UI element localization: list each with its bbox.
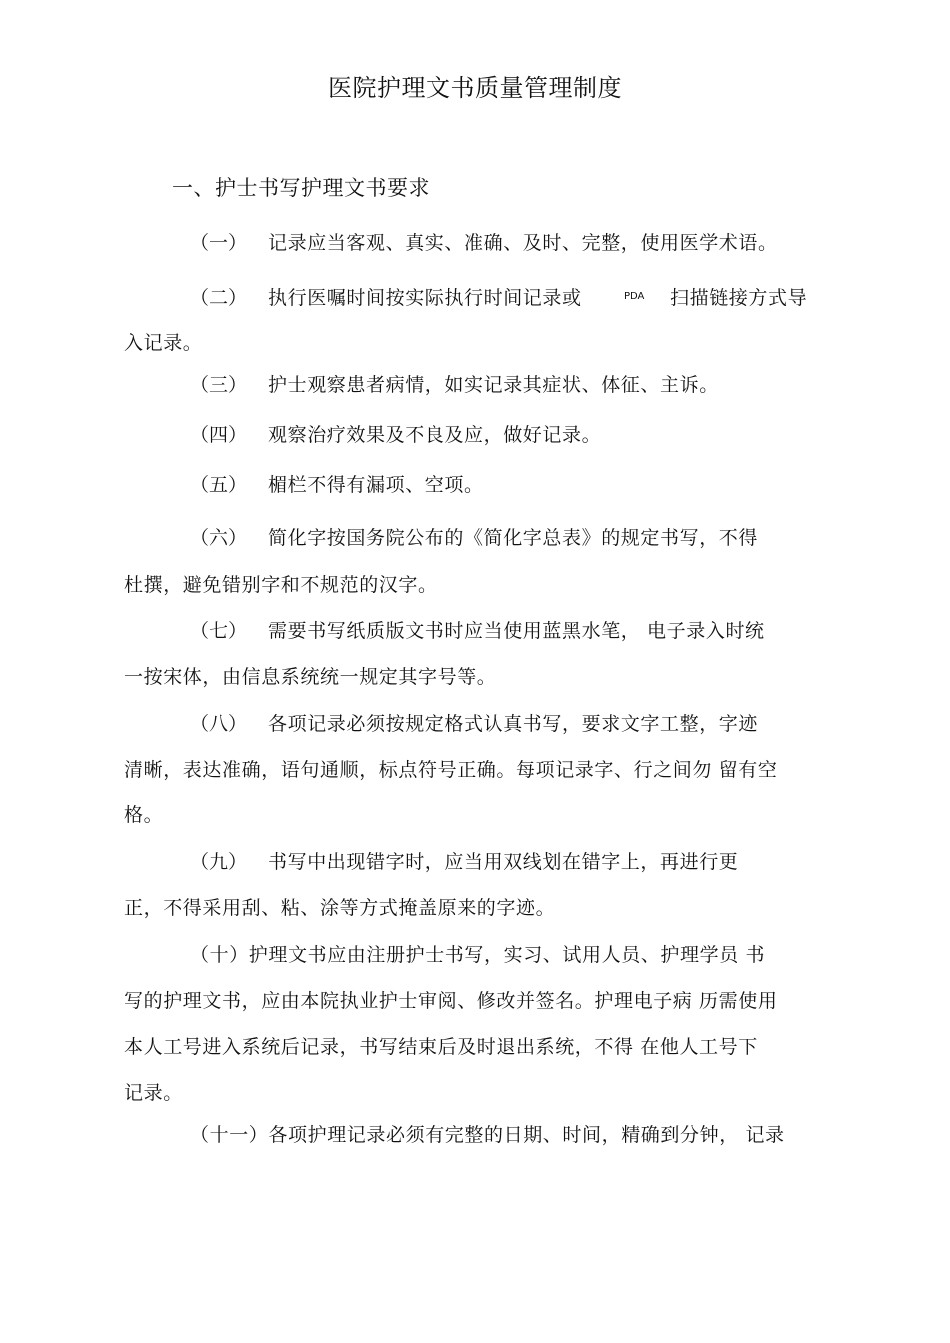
section-heading: 一、护士书写护理文书要求 xyxy=(172,176,430,200)
document-title: 医院护理文书质量管理制度 xyxy=(328,74,622,102)
item-8-text-line2: 清晰，表达准确，语句通顺，标点符号正确。每项记录字、行之间勿 留有空 xyxy=(124,759,778,781)
item-10-text-line3: 本人工号进入系统后记录，书写结束后及时退出系统，不得 在他人工号下 xyxy=(124,1036,758,1058)
item-10-text-line1: （十）护理文书应由注册护士书写，实习、试用人员、护理学员 书 xyxy=(190,944,766,966)
item-10-text-line4: 记录。 xyxy=(124,1082,183,1104)
item-8-text-line1: 各项记录必须按规定格式认真书写，要求文字工整，字迹 xyxy=(268,713,759,735)
item-9-text-line1: 书写中出现错字时，应当用双线划在错字上，再进行更 xyxy=(268,851,739,873)
item-7-number: （七） xyxy=(190,620,248,642)
item-7-text-line1: 需要书写纸质版文书时应当使用蓝黑水笔， 电子录入时统 xyxy=(268,620,765,642)
item-3-text: 护士观察患者病情，如实记录其症状、体征、主诉。 xyxy=(268,374,719,396)
item-6-text-line2: 杜撰，避免错别字和不规范的汉字。 xyxy=(124,574,438,596)
item-10-text-line2: 写的护理文书，应由本院执业护士审阅、修改并签名。护理电子病 历需使用 xyxy=(124,990,778,1012)
item-2-text-part1: 执行医嘱时间按实际执行时间记录或 xyxy=(268,287,582,309)
item-8-text-line3: 格。 xyxy=(124,804,164,826)
item-1-number: （一） xyxy=(190,232,248,254)
item-4-number: （四） xyxy=(190,424,248,446)
item-6-text-line1: 简化字按国务院公布的《简化字总表》的规定书写，不得 xyxy=(268,527,759,549)
item-6-number: （六） xyxy=(190,527,248,549)
item-2-number: （二） xyxy=(190,287,248,309)
item-1-text: 记录应当客观、真实、准确、及时、完整，使用医学术语。 xyxy=(268,232,778,254)
item-5-number: （五） xyxy=(190,474,248,496)
item-4-text: 观察治疗效果及不良及应，做好记录。 xyxy=(268,424,602,446)
item-3-number: （三） xyxy=(190,374,248,396)
item-9-text-line2: 正，不得采用刮、粘、涂等方式掩盖原来的字迹。 xyxy=(124,897,556,919)
item-2-pda: PDA xyxy=(624,291,645,302)
item-7-text-line2: 一按宋体，由信息系统统一规定其字号等。 xyxy=(124,666,497,688)
item-5-text: 楣栏不得有漏项、空项。 xyxy=(268,474,484,496)
item-8-number: （八） xyxy=(190,713,248,735)
item-11-text-line1: （十一）各项护理记录必须有完整的日期、时间，精确到分钟， 记录 xyxy=(190,1124,785,1146)
item-2-text-line2: 入记录。 xyxy=(124,332,203,354)
item-2-text-part2: 扫描链接方式导 xyxy=(670,287,808,309)
item-9-number: （九） xyxy=(190,851,248,873)
